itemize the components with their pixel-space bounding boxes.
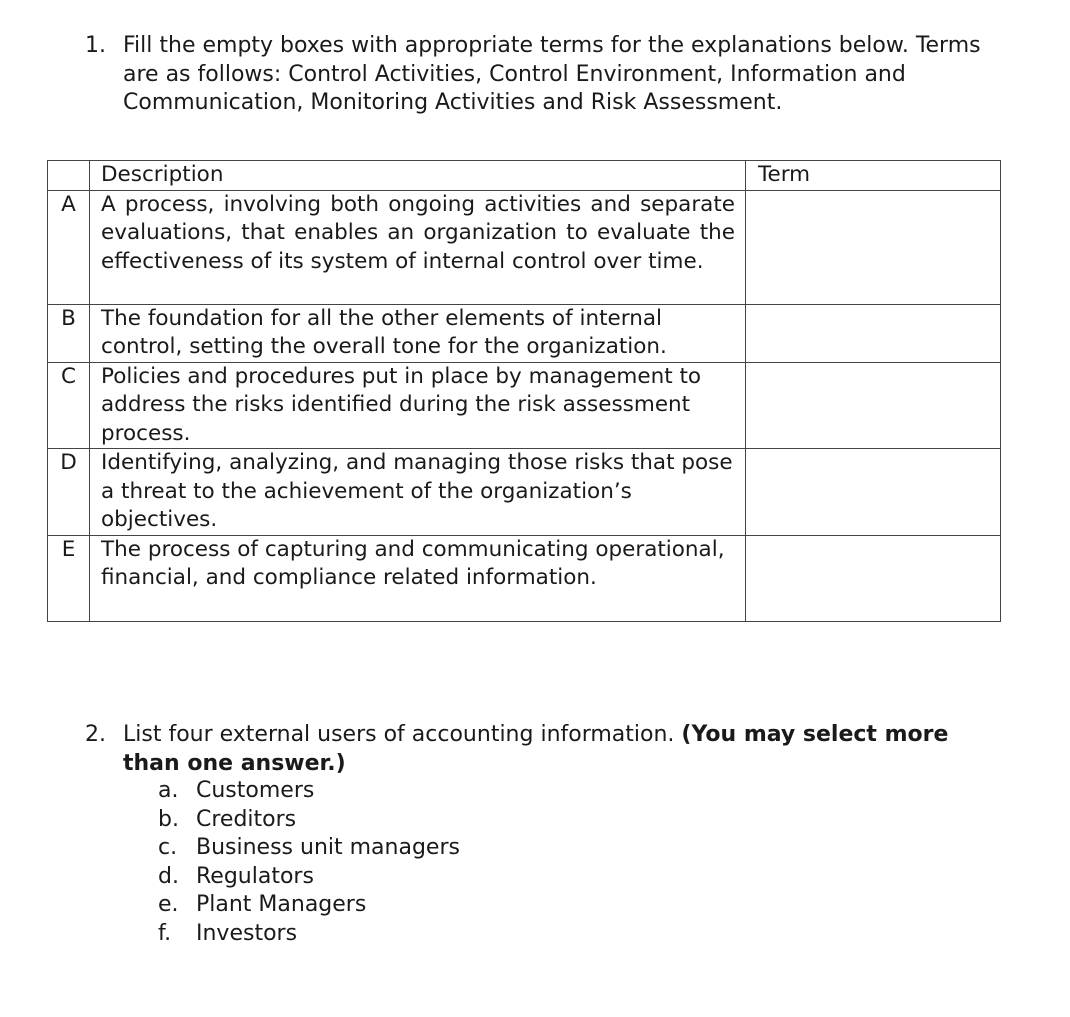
row-description: Identifying, analyzing, and managing those risks that pose a threat to the achievement of the organization’s objectives. [90, 449, 746, 536]
option-letter: d. [158, 863, 179, 889]
answer-option-creditors[interactable] [158, 806, 460, 835]
row-letter: D [48, 449, 90, 536]
option-label: Plant Managers [196, 892, 367, 917]
answer-option-business-unit-managers[interactable] [158, 834, 460, 863]
table-row [48, 535, 1001, 621]
question-1-text: Fill the empty boxes with appropriate terms for the explanations below. Terms are as follows: Control Activities, Control Environment, Information and Communication, Monitoring Activities and Risk Assessment. [123, 33, 981, 115]
header-term: Term [746, 161, 1001, 191]
table-row [48, 190, 1001, 304]
option-label: Business unit managers [196, 835, 460, 860]
term-answer-box[interactable] [746, 304, 1001, 362]
question-2-note: (You may select more than one answer.) [123, 722, 949, 776]
option-letter: b. [158, 806, 179, 832]
option-letter: c. [158, 835, 178, 860]
question-2-prompt: List four external users of accounting information. [123, 722, 675, 747]
answer-option-regulators[interactable] [158, 863, 460, 892]
answer-option-customers[interactable] [158, 777, 460, 806]
row-letter: A [48, 190, 90, 304]
option-letter: f. [158, 920, 172, 946]
term-answer-box[interactable] [746, 190, 1001, 304]
row-letter: B [48, 304, 90, 362]
question-1-number: 1. [85, 33, 106, 58]
question-2 [85, 721, 985, 778]
answer-options [158, 777, 460, 948]
table-row [48, 362, 1001, 449]
option-letter: a. [158, 778, 179, 803]
row-letter: C [48, 362, 90, 449]
option-label: Regulators [196, 863, 314, 889]
table-row [48, 449, 1001, 536]
question-2-number: 2. [85, 722, 106, 747]
question-2-text [123, 721, 985, 778]
option-letter: e. [158, 892, 179, 917]
option-label: Creditors [196, 806, 297, 832]
option-label: Investors [196, 920, 298, 946]
term-answer-box[interactable] [746, 362, 1001, 449]
term-answer-box[interactable] [746, 535, 1001, 621]
answer-option-plant-managers[interactable] [158, 891, 460, 920]
option-label: Customers [196, 778, 315, 803]
row-description: A process, involving both ongoing activities and separate evaluations, that enables an organization to evaluate the effectiveness of its system of internal control over time. [90, 190, 746, 304]
row-description: Policies and procedures put in place by management to address the risks identified during the risk assessment process. [90, 362, 746, 449]
table-row [48, 304, 1001, 362]
row-description: The foundation for all the other elements of internal control, setting the overall tone for the organization. [90, 304, 746, 362]
answer-option-investors[interactable] [158, 920, 460, 949]
table-header-row [48, 161, 1001, 191]
question-1 [85, 32, 985, 118]
header-description: Description [90, 161, 746, 191]
term-answer-box[interactable] [746, 449, 1001, 536]
terms-table [47, 160, 1001, 622]
row-letter: E [48, 535, 90, 621]
header-letter-cell [48, 161, 90, 191]
row-description: The process of capturing and communicating operational, financial, and compliance related information. [90, 535, 746, 621]
